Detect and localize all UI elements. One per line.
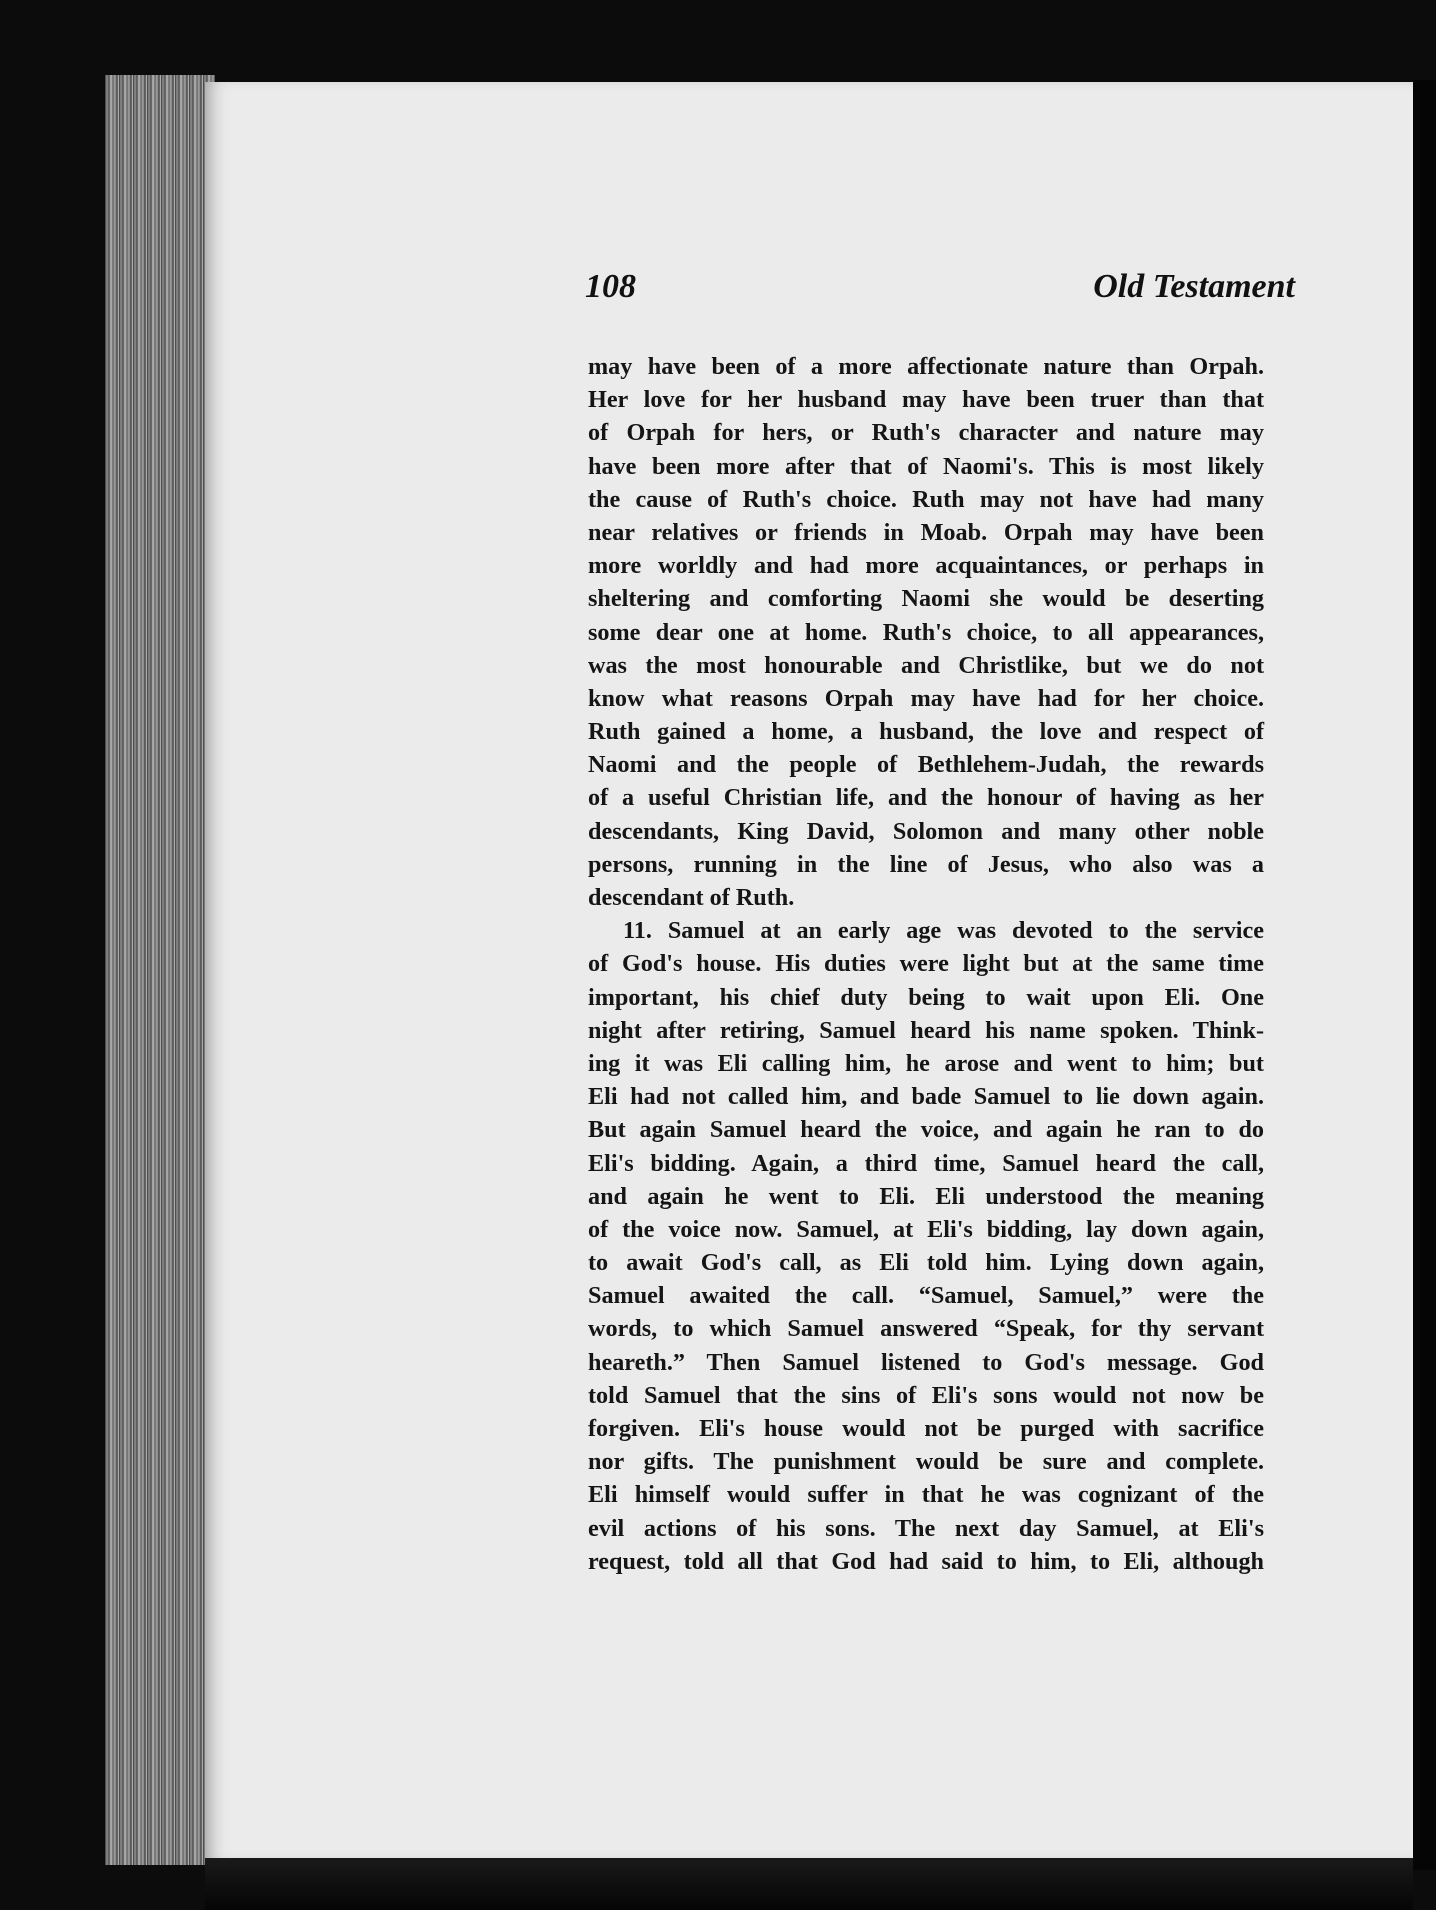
page-header — [585, 268, 1295, 312]
page-number: 108 — [585, 268, 636, 305]
text-line: of Orpah for hers, or Ruth's character and nature may — [588, 419, 1264, 447]
text-line: night after retiring, Samuel heard his name spoken. Think- — [588, 1016, 1264, 1044]
text-line: Eli's bidding. Again, a third time, Samuel heard the call, — [588, 1149, 1264, 1177]
text-line: forgiven. Eli's house would not be purged with sacrifice — [588, 1415, 1264, 1442]
text-line: of a useful Christian life, and the honour of having as her — [588, 784, 1264, 812]
book-page-edges — [105, 75, 215, 1865]
text-line: was the most honourable and Christlike, but we do not — [588, 651, 1264, 679]
text-line: heareth.” Then Samuel listened to God's message. God — [588, 1348, 1264, 1376]
text-line: evil actions of his sons. The next day Samuel, at Eli's — [588, 1514, 1264, 1542]
text-line: told Samuel that the sins of Eli's sons would not now be — [588, 1381, 1264, 1409]
text-line: 11. Samuel at an early age was devoted to the service — [623, 917, 1264, 945]
text-line: ing it was Eli calling him, he arose and went to him; but — [588, 1049, 1264, 1077]
text-line: But again Samuel heard the voice, and again he ran to do — [588, 1116, 1264, 1144]
text-line: near relatives or friends in Moab. Orpah may have been — [588, 518, 1264, 546]
text-line: and again he went to Eli. Eli understood the meaning — [588, 1182, 1264, 1210]
text-line: have been more after that of Naomi's. This is most likely — [588, 452, 1264, 480]
text-line: some dear one at home. Ruth's choice, to all appearances, — [588, 618, 1264, 646]
text-line: request, told all that God had said to him, to Eli, although — [588, 1547, 1264, 1575]
text-line: may have been of a more affectionate nature than Orpah. — [588, 353, 1264, 380]
text-line: Her love for her husband may have been truer than that — [588, 386, 1264, 414]
text-line: of the voice now. Samuel, at Eli's bidding, lay down again, — [588, 1215, 1264, 1243]
text-line: descendants, King David, Solomon and many other noble — [588, 817, 1264, 845]
text-line: Ruth gained a home, a husband, the love and respect of — [588, 718, 1264, 746]
scan-bottom-border — [205, 1858, 1413, 1910]
text-line: of God's house. His duties were light but at the same time — [588, 950, 1264, 978]
text-line: sheltering and comforting Naomi she would be deserting — [588, 585, 1264, 613]
text-line: the cause of Ruth's choice. Ruth may not have had many — [588, 485, 1264, 513]
text-line: descendant of Ruth. — [588, 884, 795, 911]
body-text — [588, 350, 1264, 1578]
text-line: know what reasons Orpah may have had for her choice. — [588, 684, 1264, 712]
text-line: more worldly and had more acquaintances, or perhaps in — [588, 552, 1264, 580]
text-line: Eli had not called him, and bade Samuel to lie down again. — [588, 1083, 1264, 1111]
running-title: Old Testament — [1093, 268, 1295, 305]
scan-right-border — [1413, 80, 1436, 1870]
text-line: Naomi and the people of Bethlehem-Judah, the rewards — [588, 751, 1264, 779]
text-line: nor gifts. The punishment would be sure and complete. — [588, 1448, 1264, 1476]
text-line: important, his chief duty being to wait upon Eli. One — [588, 983, 1264, 1011]
text-line: to await God's call, as Eli told him. Lying down again, — [588, 1249, 1264, 1277]
text-line: Samuel awaited the call. “Samuel, Samuel,” were the — [588, 1282, 1264, 1310]
text-line: words, to which Samuel answered “Speak, for thy servant — [588, 1315, 1264, 1343]
text-line: Eli himself would suffer in that he was cognizant of the — [588, 1481, 1264, 1509]
text-line: persons, running in the line of Jesus, who also was a — [588, 850, 1264, 878]
